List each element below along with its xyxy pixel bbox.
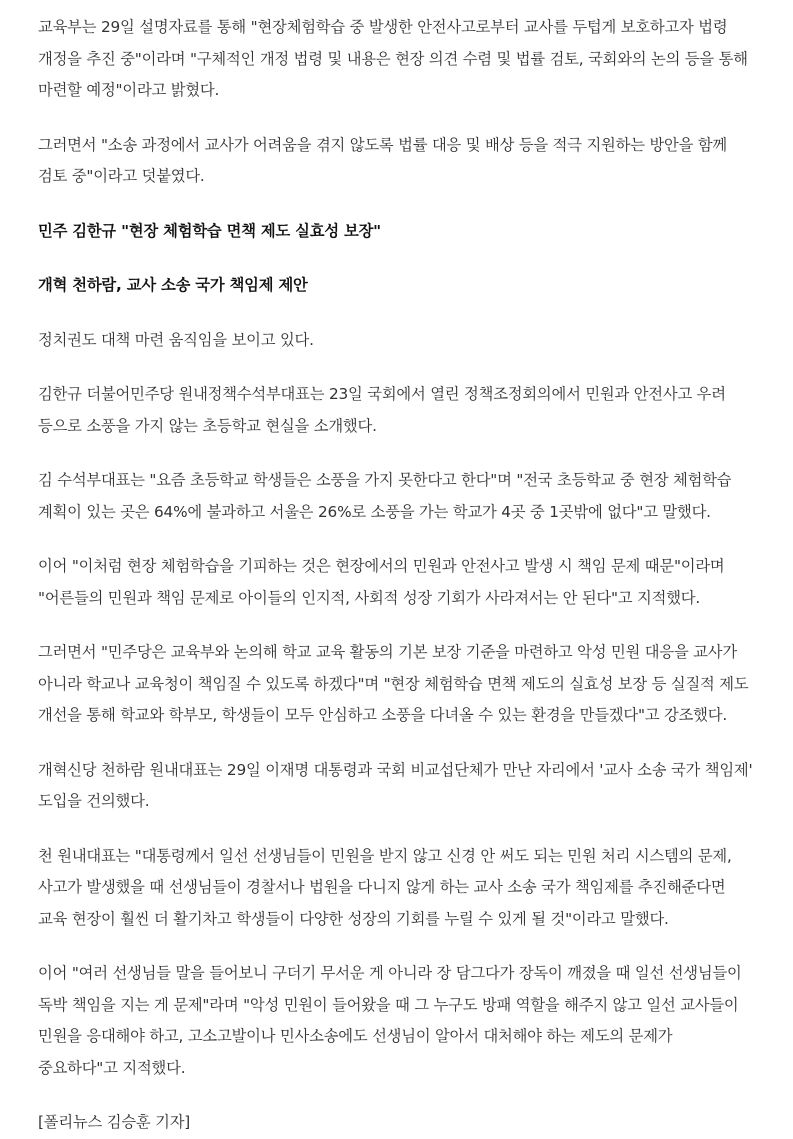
paragraph-kim-avoidance: 이어 "이처럼 현장 체험학습을 기피하는 것은 현장에서의 민원과 안전사고 발생 시 책임 문제 때문"이라며 "어른들의 민원과 책임 문제로 아이들의 인지적, 사회적 성장 기회가 사라져서는 안 된다"고 지적했다. xyxy=(38,557,725,607)
paragraph-cheon-followup: 이어 "여러 선생님들 말을 들어보니 구더기 무서운 게 아니라 장 담그다가 장독이 깨졌을 때 일선 선생님들이 독박 책임을 지는 게 문제"라며 "악성 민원이 들어왔을 때 그 누구도 방패 역할을 해주지 않고 일선 교사들이 민원을 응대해야 하고, 고소고발이나 민사소송에도 선생님이 알아서 대처해야 하는 제도의 문제가 중요하다"고 지적했다. xyxy=(38,964,742,1077)
paragraph-ministry-statement: 교육부는 29일 설명자료를 통해 "현장체험학습 중 발생한 안전사고로부터 교사를 두텁게 보호하고자 법령 개정을 추진 중"이라며 "구체적인 개정 법령 및 내용은 현장 의견 수렴 및 법률 검토, 국회와의 논의 등을 통해 마련할 예정"이라고 밝혔다. xyxy=(38,18,748,99)
article-byline: [폴리뉴스 김승훈 기자] xyxy=(38,1113,191,1131)
subheading-democratic-party: 민주 김한규 "현장 체험학습 면책 제도 실효성 보장" xyxy=(38,221,381,240)
article-body xyxy=(38,0,755,1139)
paragraph-politics-intro: 정치권도 대책 마련 움직임을 보이고 있다. xyxy=(38,330,314,349)
paragraph-kim-statistics: 김 수석부대표는 "요즘 초등학교 학생들은 소풍을 가지 못한다고 한다"며 "전국 초등학교 중 현장 체험학습 계획이 있는 곳은 64%에 불과하고 서울은 26%로 소풍을 가는 학교가 4곳 중 1곳밖에 없다"고 말했다. xyxy=(38,471,732,521)
paragraph-cheon-proposal: 개혁신당 천하람 원내대표는 29일 이재명 대통령과 국회 비교섭단체가 만난 자리에서 '교사 소송 국가 책임제' 도입을 건의했다. xyxy=(38,760,753,810)
paragraph-cheon-quote: 천 원내대표는 "대통령께서 일선 선생님들이 민원을 받지 않고 신경 안 써도 되는 민원 처리 시스템의 문제, 사고가 발생했을 때 선생님들이 경찰서나 법원을 다니지 않게 하는 교사 소송 국가 책임제를 추진해준다면 교육 현장이 훨씬 더 활기차고 학생들이 다양한 성장의 기회를 누릴 수 있게 될 것"이라고 말했다. xyxy=(38,846,732,928)
paragraph-kim-meeting: 김한규 더불어민주당 원내정책수석부대표는 23일 국회에서 열린 정책조정회의에서 민원과 안전사고 우려 등으로 소풍을 가지 않는 초등학교 현실을 소개했다. xyxy=(38,385,726,435)
paragraph-ministry-support: 그러면서 "소송 과정에서 교사가 어려움을 겪지 않도록 법률 대응 및 배상 등을 적극 지원하는 방안을 함께 검토 중"이라고 덧붙였다. xyxy=(38,135,728,185)
subheading-reform-party: 개혁 천하람, 교사 소송 국가 책임제 제안 xyxy=(38,276,308,294)
paragraph-kim-plan: 그러면서 "민주당은 교육부와 논의해 학교 교육 활동의 기본 보장 기준을 마련하고 악성 민원 대응을 교사가 아니라 학교나 교육청이 책임질 수 있도록 하겠다"며 "현장 체험학습 면책 제도의 실효성 보장 등 실질적 제도 개선을 통해 학교와 학부모, 학생들이 모두 안심하고 소풍을 다녀올 수 있는 환경을 만들겠다"고 강조했다. xyxy=(38,643,749,724)
